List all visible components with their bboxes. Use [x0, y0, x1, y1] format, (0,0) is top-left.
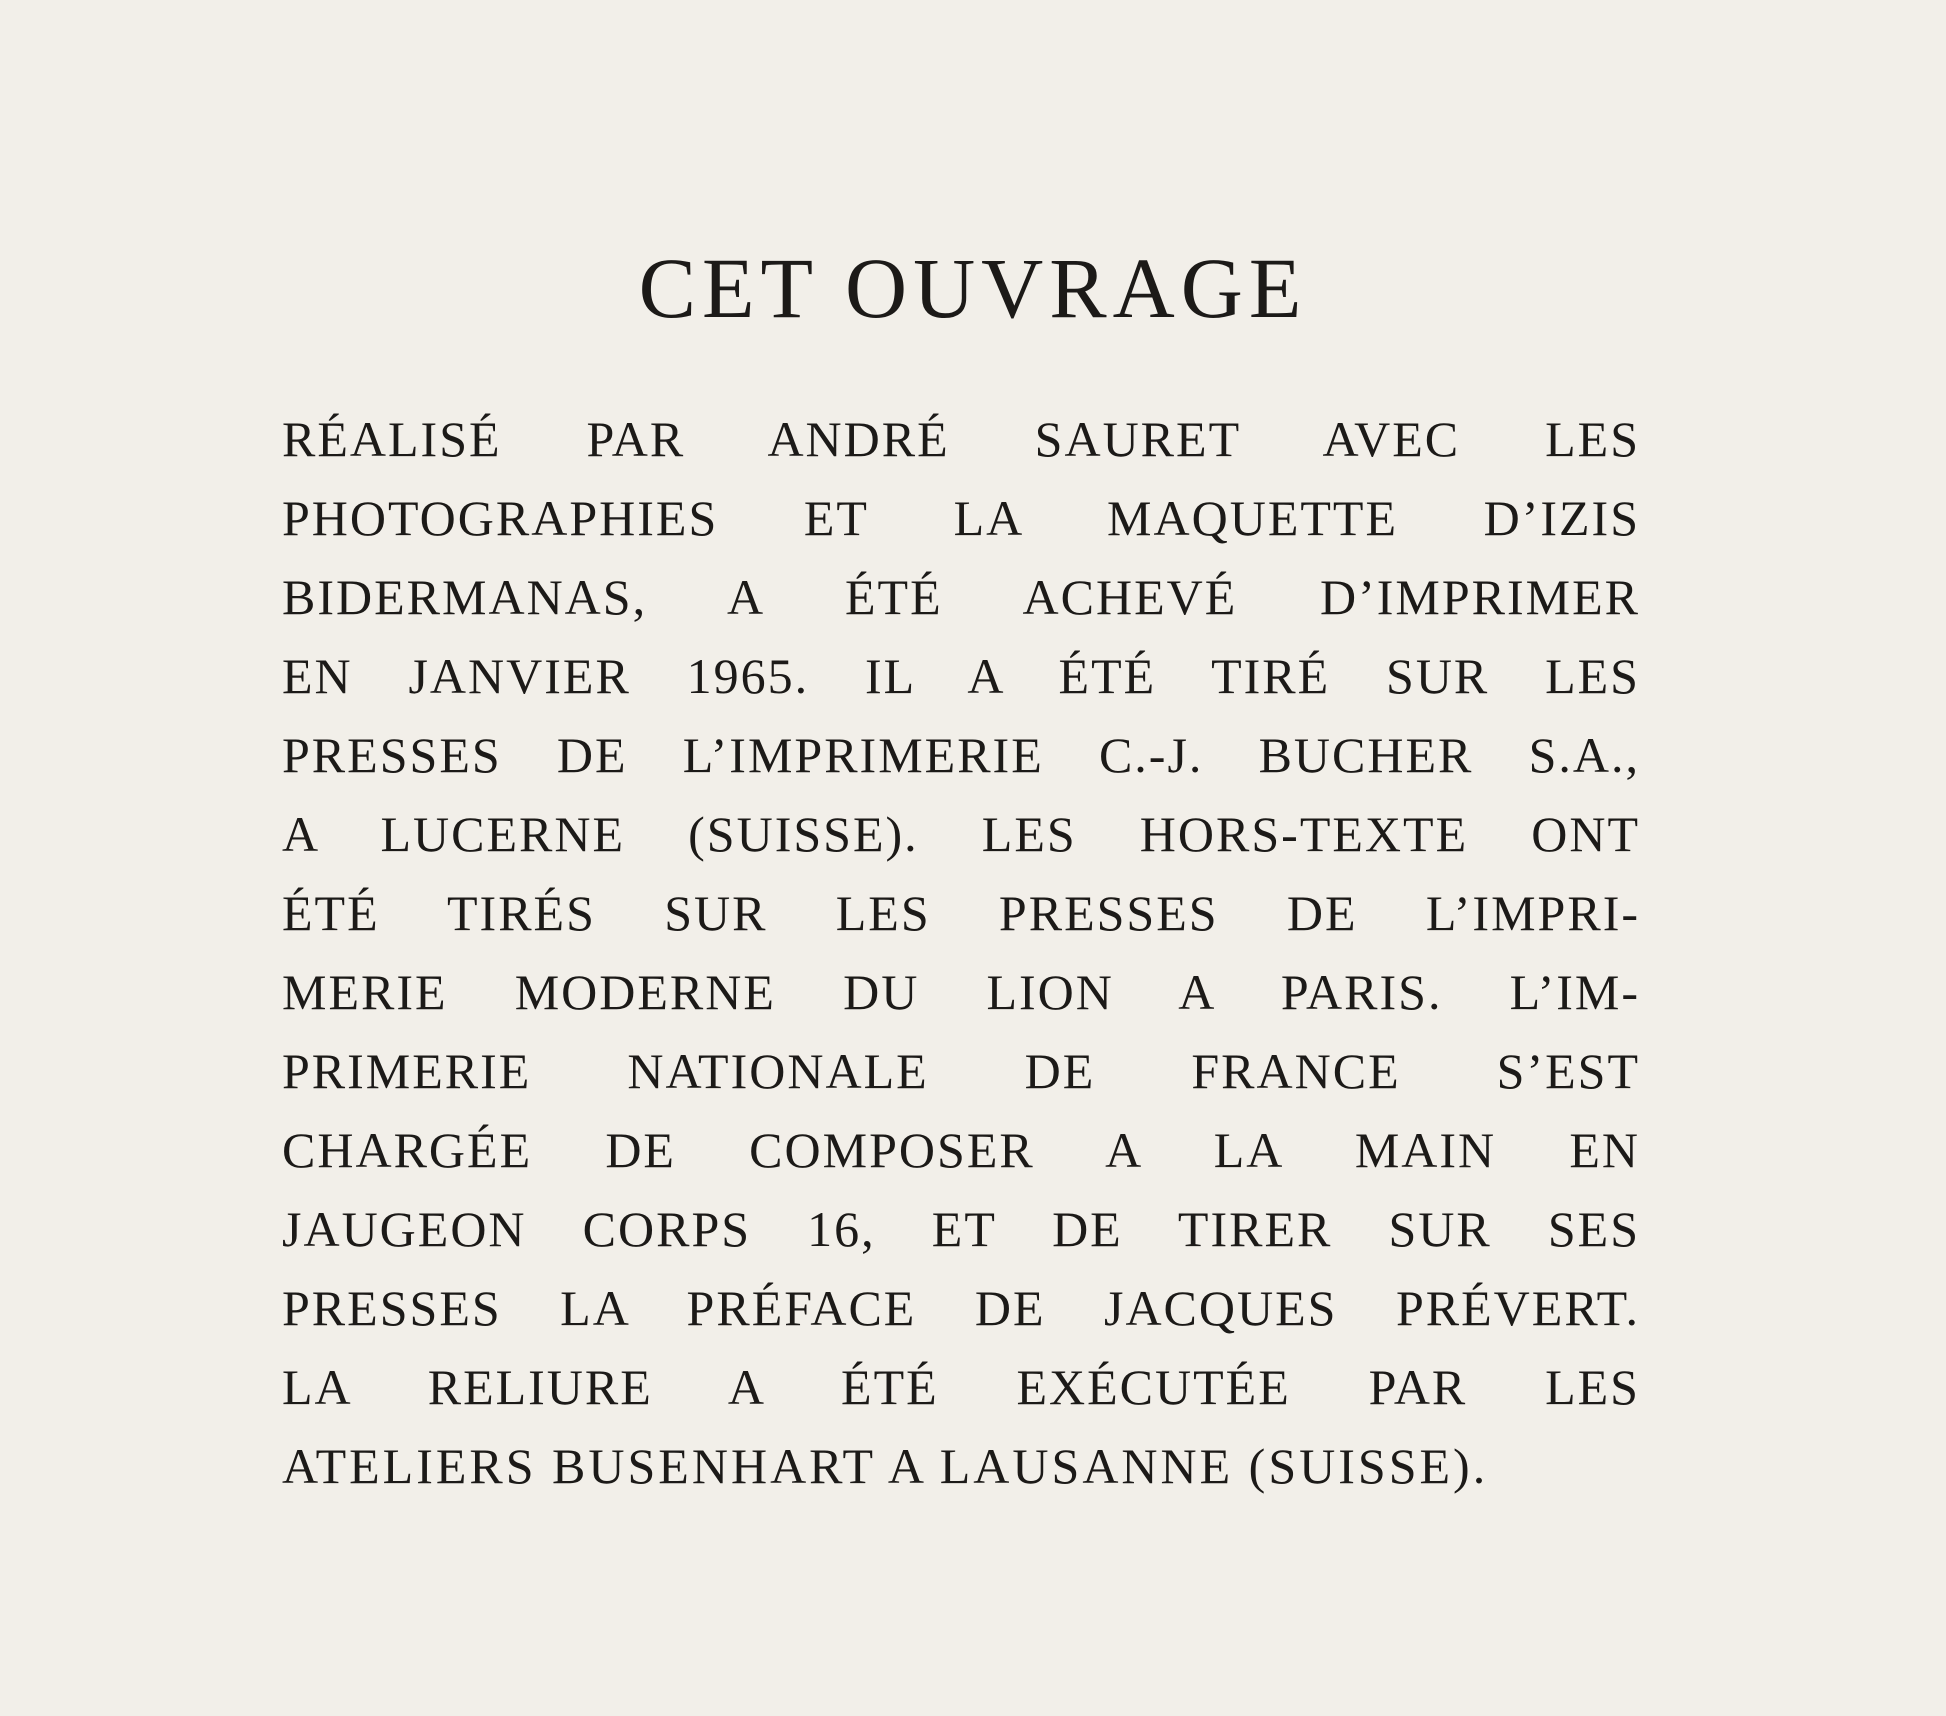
colophon-line: CHARGÉE DE COMPOSER A LA MAIN EN	[282, 1122, 1640, 1178]
colophon-line: PHOTOGRAPHIES ET LA MAQUETTE D’IZIS	[282, 490, 1640, 546]
colophon-line: PRESSES DE L’IMPRIMERIE C.-J. BUCHER S.A.,	[282, 727, 1640, 783]
colophon-line: A LUCERNE (SUISSE). LES HORS-TEXTE ONT	[282, 806, 1640, 862]
colophon-line: RÉALISÉ PAR ANDRÉ SAURET AVEC LES	[282, 411, 1640, 467]
colophon-line: JAUGEON CORPS 16, ET DE TIRER SUR SES	[282, 1201, 1640, 1257]
colophon-line: ÉTÉ TIRÉS SUR LES PRESSES DE L’IMPRI-	[282, 885, 1640, 941]
colophon-line: PRESSES LA PRÉFACE DE JACQUES PRÉVERT.	[282, 1280, 1640, 1336]
colophon-line: PRIMERIE NATIONALE DE FRANCE S’EST	[282, 1043, 1640, 1099]
colophon-text	[282, 400, 1640, 1506]
colophon-line: BIDERMANAS, A ÉTÉ ACHEVÉ D’IMPRIMER	[282, 569, 1640, 625]
colophon-line: LA RELIURE A ÉTÉ EXÉCUTÉE PAR LES	[282, 1359, 1640, 1415]
colophon-line: MERIE MODERNE DU LION A PARIS. L’IM-	[282, 964, 1640, 1020]
page-title: CET OUVRAGE	[638, 240, 1308, 336]
colophon-line: ATELIERS BUSENHART A LAUSANNE (SUISSE).	[282, 1438, 1489, 1494]
colophon-line: EN JANVIER 1965. IL A ÉTÉ TIRÉ SUR LES	[282, 648, 1640, 704]
